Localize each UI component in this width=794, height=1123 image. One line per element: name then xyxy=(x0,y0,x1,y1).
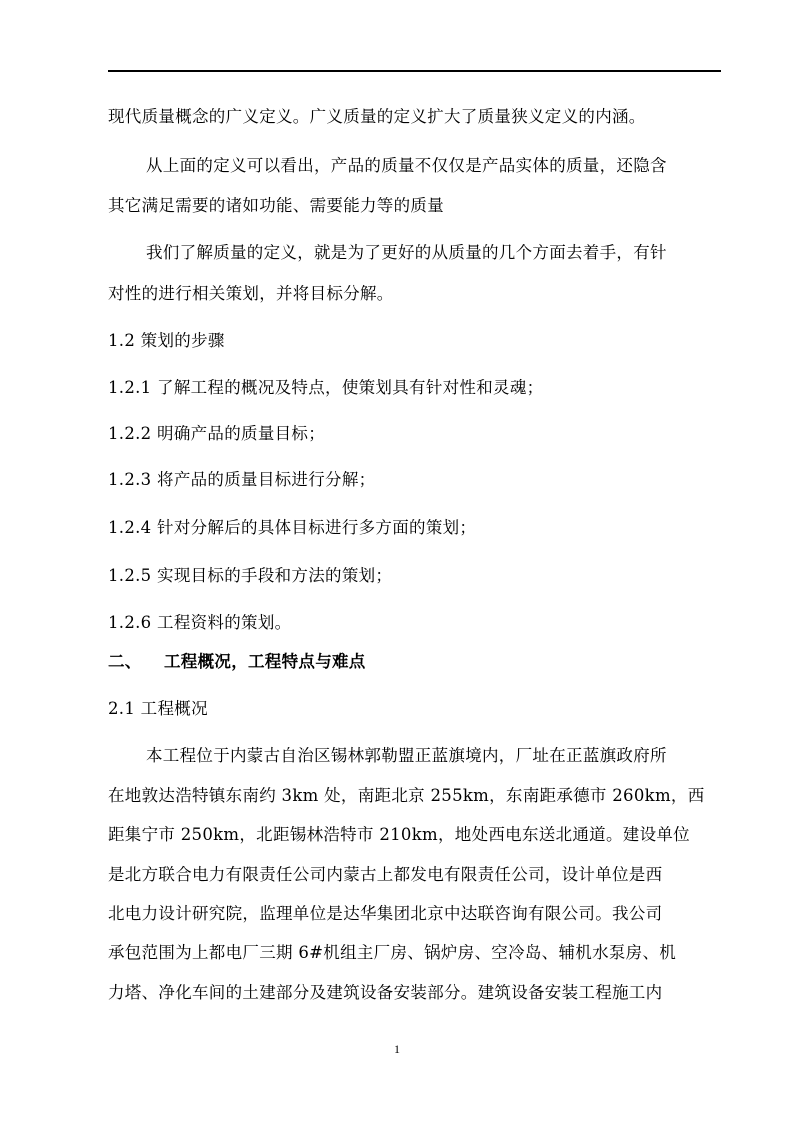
paragraph-line: 其它满足需要的诸如功能、需要能力等的质量 xyxy=(108,196,444,215)
list-item: 1.2.1 了解工程的概况及特点，使策划具有针对性和灵魂； xyxy=(108,378,544,397)
list-item: 1.2.6 工程资料的策划。 xyxy=(108,613,292,632)
list-item: 1.2.4 针对分解后的具体目标进行多方面的策划； xyxy=(108,518,477,537)
list-item: 1.2.5 实现目标的手段和方法的策划； xyxy=(108,566,393,585)
paragraph-line: 对性的进行相关策划，并将目标分解。 xyxy=(108,284,394,303)
paragraph-line: 现代质量概念的广义定义。广义质量的定义扩大了质量狭义定义的内涵。 xyxy=(108,107,646,126)
paragraph-line: 本工程位于内蒙古自治区锡林郭勒盟正蓝旗境内，厂址在正蓝旗政府所 xyxy=(146,746,667,765)
page-number: 1 xyxy=(394,1042,400,1056)
paragraph-line: 我们了解质量的定义，就是为了更好的从质量的几个方面去着手，有针 xyxy=(146,243,667,262)
paragraph-line: 承包范围为上都电厂三期 6#机组主厂房、锅炉房、空冷岛、辅机水泵房、机 xyxy=(108,943,677,962)
paragraph-line: 力塔、净化车间的土建部分及建筑设备安装部分。建筑设备安装工程施工内 xyxy=(108,983,663,1002)
chapter-heading-title: 工程概况，工程特点与难点 xyxy=(164,652,366,671)
section-heading: 1.2 策划的步骤 xyxy=(108,331,225,350)
paragraph-line: 距集宁市 250km，北距锡林浩特市 210km，地处西电东送北通道。建设单位 xyxy=(108,825,690,844)
paragraph-line: 北电力设计研究院，监理单位是达华集团北京中达联咨询有限公司。我公司 xyxy=(108,904,663,923)
paragraph-line: 是北方联合电力有限责任公司内蒙古上都发电有限责任公司，设计单位是西 xyxy=(108,865,663,884)
chapter-heading-number: 二、 xyxy=(108,652,142,671)
list-item: 1.2.3 将产品的质量目标进行分解； xyxy=(108,470,376,489)
section-heading: 2.1 工程概况 xyxy=(108,699,208,718)
paragraph-line: 从上面的定义可以看出，产品的质量不仅仅是产品实体的质量，还隐含 xyxy=(146,156,667,175)
list-item: 1.2.2 明确产品的质量目标； xyxy=(108,424,326,443)
paragraph-line: 在地敦达浩特镇东南约 3km 处，南距北京 255km，东南距承德市 260km，西 xyxy=(108,786,705,805)
header-rule xyxy=(108,70,721,72)
